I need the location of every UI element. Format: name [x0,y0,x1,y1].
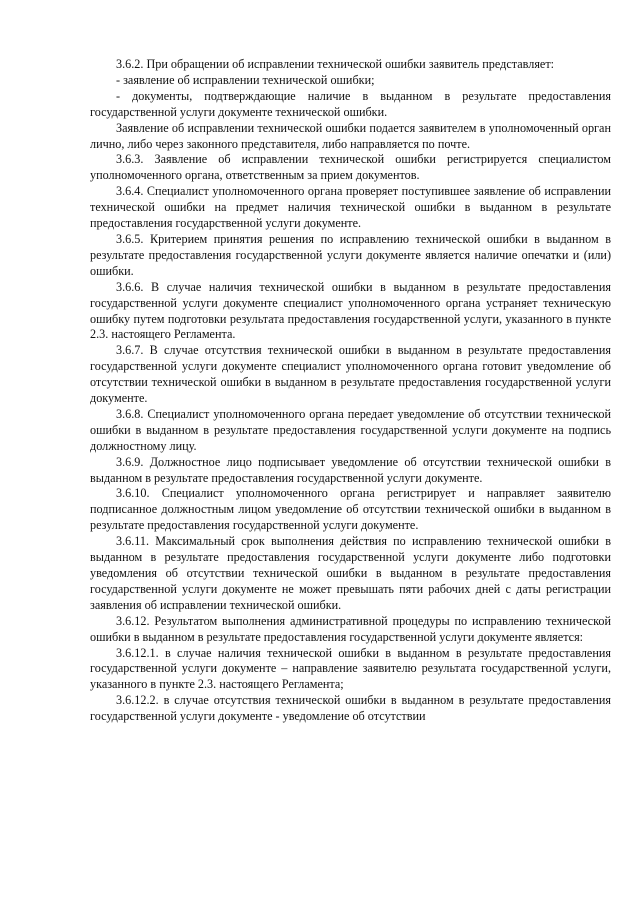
paragraph-3-6-11: 3.6.11. Максимальный срок выполнения действия по исправлению технической ошибки в выданном в результате предоставления государственной услуги документе либо подготовки уведомления об отсутствии технической ошибки в выданном в результате предоставления государственной услуги документе не может превышать пяти рабочих дней с даты регистрации заявления об исправлении технической ошибки. [90,534,611,612]
list-item-documents: - документы, подтверждающие наличие в выданном в результате предоставления государственной услуги документе технической ошибки. [90,88,611,119]
list-item-application: - заявление об исправлении технической ошибки; [116,72,375,87]
paragraph-3-6-2: 3.6.2. При обращении об исправлении технической ошибки заявитель представляет: [116,57,555,71]
paragraph-3-6-5: 3.6.5. Критерием принятия решения по исправлению технической ошибки в выданном в результате предоставления государственной услуги документе является наличие опечатки и (или) ошибки. [90,231,611,278]
paragraph-3-6-9: 3.6.9. Должностное лицо подписывает уведомление об отсутствии технической ошибки в выданном в результате предоставления государственной услуги документе. [90,454,611,485]
paragraph-3-6-4: 3.6.4. Специалист уполномоченного органа проверяет поступившее заявление об исправлении технической ошибки на предмет наличия технической ошибки в выданном в результате предоставления государственной услуги документе. [90,184,611,231]
paragraph-3-6-12-1: 3.6.12.1. в случае наличия технической ошибки в выданном в результате предоставления государственной услуги документе – направление заявителю результата государственной услуги, указанного в пункте 2.3. настоящего Регламента; [90,645,611,692]
paragraph-3-6-10: 3.6.10. Специалист уполномоченного органа регистрирует и направляет заявителю подписанное должностным лицом уведомление об отсутствии технической ошибки в выданном в результате предоставления государственной услуги документе. [90,486,611,533]
paragraph-3-6-6: 3.6.6. В случае наличия технической ошибки в выданном в результате предоставления государственной услуги документе специалист уполномоченного органа устраняет техническую ошибку путем подготовки результата предоставления государственной услуги, указанного в пункте 2.3. настоящего Регламента. [90,279,611,342]
paragraph-3-6-12: 3.6.12. Результатом выполнения административной процедуры по исправлению технической ошибки в выданном в результате предоставления государственной услуги документе является: [90,613,611,644]
document-page [90,57,611,725]
paragraph-3-6-3: 3.6.3. Заявление об исправлении технической ошибки регистрируется специалистом уполномоченного органа, ответственным за прием документов. [90,152,611,183]
paragraph-3-6-7: 3.6.7. В случае отсутствия технической ошибки в выданном в результате предоставления государственной услуги документе специалист уполномоченного органа готовит уведомление об отсутствии технической ошибки в выданном в результате предоставления государственной услуги документе. [90,343,611,406]
paragraph-submission: Заявление об исправлении технической ошибки подается заявителем в уполномоченный орган лично, либо через законного представителя, либо направляется по почте. [90,120,611,151]
paragraph-3-6-12-2: 3.6.12.2. в случае отсутствия технической ошибки в выданном в результате предоставления государственной услуги документе - уведомление об отсутствии [90,693,611,724]
paragraph-3-6-8: 3.6.8. Специалист уполномоченного органа передает уведомление об отсутствии технической ошибки в выданном в результате предоставления государственной услуги документе на подпись должностному лицу. [90,406,611,453]
